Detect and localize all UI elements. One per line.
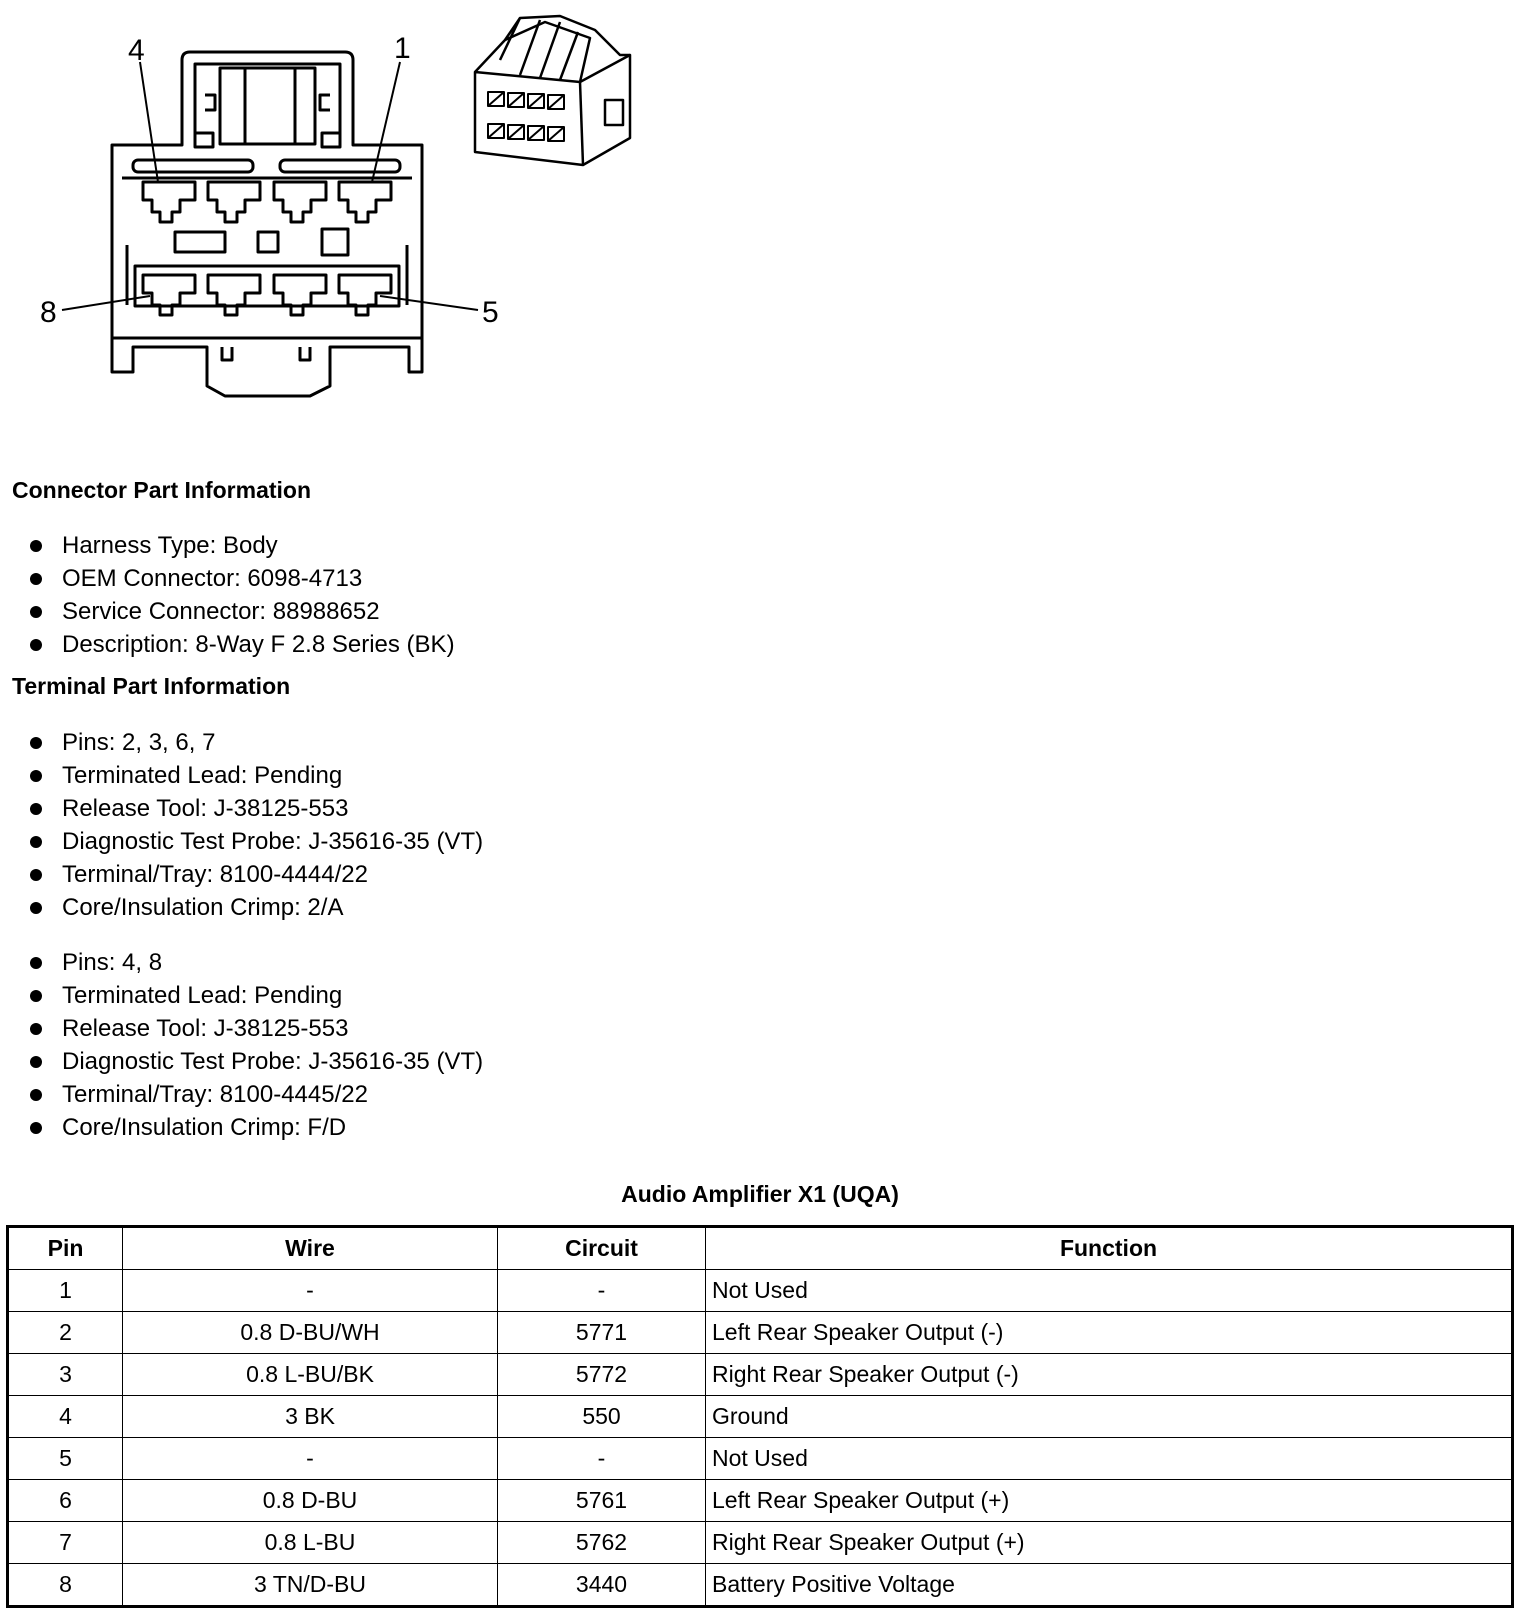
callout-5: 5	[482, 296, 499, 329]
list-item: Release Tool: J-38125-553	[30, 1012, 483, 1045]
cell-function: Left Rear Speaker Output (+)	[706, 1480, 1513, 1522]
cell-function: Right Rear Speaker Output (+)	[706, 1522, 1513, 1564]
terminal-info-group-2	[30, 946, 483, 1144]
list-item: Release Tool: J-38125-553	[30, 792, 483, 825]
list-item: Core/Insulation Crimp: 2/A	[30, 891, 483, 924]
bullet-icon	[30, 1023, 42, 1035]
cell-wire: 3 BK	[123, 1396, 498, 1438]
list-item: Terminal/Tray: 8100-4444/22	[30, 858, 483, 891]
list-item: Diagnostic Test Probe: J-35616-35 (VT)	[30, 1045, 483, 1078]
cell-function: Ground	[706, 1396, 1513, 1438]
cell-wire: -	[123, 1270, 498, 1312]
cell-pin: 4	[8, 1396, 123, 1438]
bullet-icon	[30, 957, 42, 969]
list-item: Description: 8-Way F 2.8 Series (BK)	[30, 628, 455, 661]
cell-wire: 0.8 D-BU/WH	[123, 1312, 498, 1354]
list-item: Terminal/Tray: 8100-4445/22	[30, 1078, 483, 1111]
cell-function: Not Used	[706, 1438, 1513, 1480]
connector-diagram	[0, 0, 700, 420]
table-row	[8, 1522, 1513, 1564]
list-item: Harness Type: Body	[30, 529, 455, 562]
callout-1: 1	[394, 32, 411, 65]
table-row	[8, 1564, 1513, 1607]
cell-function: Left Rear Speaker Output (-)	[706, 1312, 1513, 1354]
cell-pin: 5	[8, 1438, 123, 1480]
table-row	[8, 1270, 1513, 1312]
cell-wire: 3 TN/D-BU	[123, 1564, 498, 1607]
connector-body-outline	[112, 52, 422, 396]
terminal-info-group-1	[30, 726, 483, 924]
connector-info-list	[30, 529, 455, 661]
bullet-icon	[30, 803, 42, 815]
cell-circuit: 550	[498, 1396, 706, 1438]
cell-circuit: 5762	[498, 1522, 706, 1564]
column-header-pin: Pin	[8, 1227, 123, 1270]
list-item: Pins: 4, 8	[30, 946, 483, 979]
bullet-icon	[30, 1089, 42, 1101]
cell-pin: 7	[8, 1522, 123, 1564]
bullet-icon	[30, 902, 42, 914]
bullet-icon	[30, 737, 42, 749]
callout-8: 8	[40, 296, 57, 329]
list-item: Service Connector: 88988652	[30, 595, 455, 628]
cell-pin: 8	[8, 1564, 123, 1607]
list-item: OEM Connector: 6098-4713	[30, 562, 455, 595]
bullet-icon	[30, 836, 42, 848]
pin-table	[6, 1225, 1514, 1608]
cell-pin: 3	[8, 1354, 123, 1396]
connector-isometric-view	[475, 16, 630, 165]
table-row	[8, 1480, 1513, 1522]
cell-pin: 1	[8, 1270, 123, 1312]
top-terminal-row	[143, 182, 391, 222]
list-item: Terminated Lead: Pending	[30, 979, 483, 1012]
cell-wire: 0.8 D-BU	[123, 1480, 498, 1522]
table-row	[8, 1354, 1513, 1396]
cell-circuit: 5772	[498, 1354, 706, 1396]
cell-wire: -	[123, 1438, 498, 1480]
table-title: Audio Amplifier X1 (UQA)	[621, 1181, 899, 1207]
cell-function: Battery Positive Voltage	[706, 1564, 1513, 1607]
bullet-icon	[30, 573, 42, 585]
bullet-icon	[30, 770, 42, 782]
cell-function: Not Used	[706, 1270, 1513, 1312]
list-item: Terminated Lead: Pending	[30, 759, 483, 792]
cell-wire: 0.8 L-BU/BK	[123, 1354, 498, 1396]
table-row	[8, 1396, 1513, 1438]
list-item: Diagnostic Test Probe: J-35616-35 (VT)	[30, 825, 483, 858]
table-header-row	[8, 1227, 1513, 1270]
cell-circuit: 5771	[498, 1312, 706, 1354]
cell-wire: 0.8 L-BU	[123, 1522, 498, 1564]
column-header-function: Function	[706, 1227, 1513, 1270]
cell-function: Right Rear Speaker Output (-)	[706, 1354, 1513, 1396]
callout-4: 4	[128, 34, 145, 67]
cell-pin: 6	[8, 1480, 123, 1522]
bullet-icon	[30, 540, 42, 552]
connector-latch	[195, 64, 340, 145]
list-item: Core/Insulation Crimp: F/D	[30, 1111, 483, 1144]
list-item: Pins: 2, 3, 6, 7	[30, 726, 483, 759]
bullet-icon	[30, 1122, 42, 1134]
cell-circuit: 5761	[498, 1480, 706, 1522]
column-header-circuit: Circuit	[498, 1227, 706, 1270]
bullet-icon	[30, 990, 42, 1002]
bullet-icon	[30, 639, 42, 651]
table-row	[8, 1312, 1513, 1354]
cell-circuit: -	[498, 1438, 706, 1480]
bullet-icon	[30, 869, 42, 881]
column-header-wire: Wire	[123, 1227, 498, 1270]
cell-circuit: -	[498, 1270, 706, 1312]
bullet-icon	[30, 606, 42, 618]
terminal-info-heading: Terminal Part Information	[12, 673, 291, 699]
cell-circuit: 3440	[498, 1564, 706, 1607]
cell-pin: 2	[8, 1312, 123, 1354]
table-row	[8, 1438, 1513, 1480]
bullet-icon	[30, 1056, 42, 1068]
bottom-terminal-row	[143, 275, 391, 315]
connector-info-heading: Connector Part Information	[12, 477, 312, 503]
